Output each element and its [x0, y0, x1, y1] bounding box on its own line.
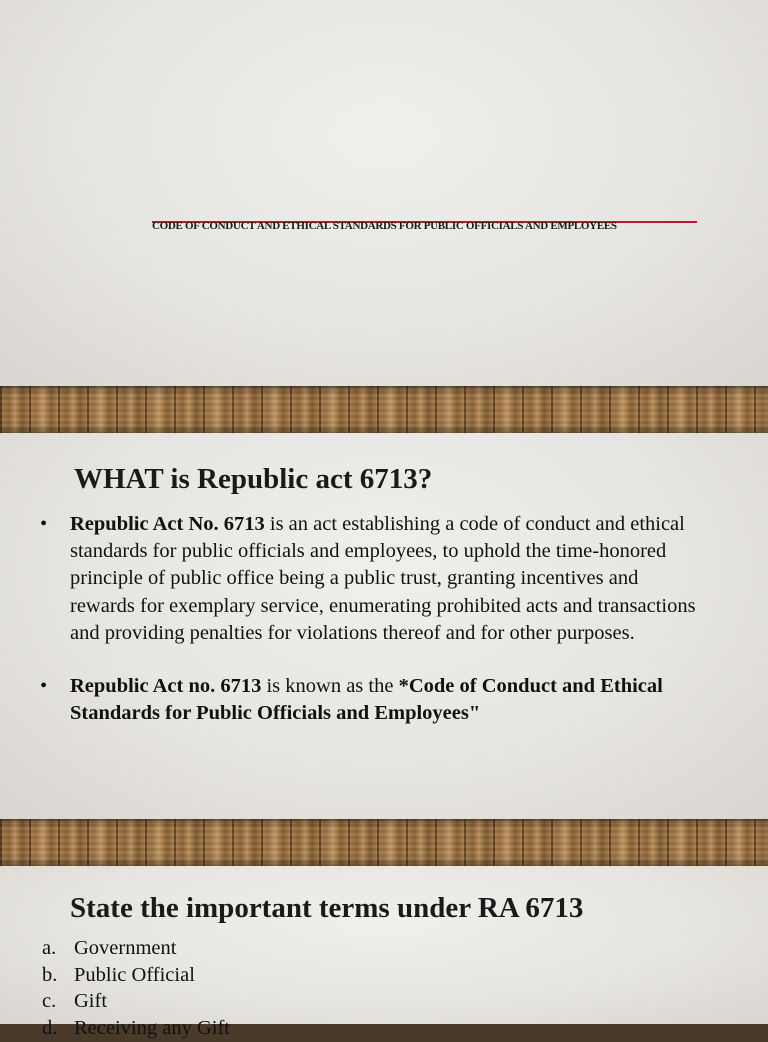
bullet-item — [40, 511, 700, 647]
bullet-item — [40, 673, 700, 727]
slide-heading: State the important terms under RA 6713 — [70, 892, 584, 924]
terms-slide — [0, 866, 768, 1040]
term-letter: b. — [42, 963, 58, 986]
term-letter: c. — [42, 990, 57, 1013]
bullet-list — [40, 511, 700, 727]
terms-list — [42, 935, 230, 1042]
term-letter: a. — [42, 937, 57, 959]
slide-heading: WHAT is Republic act 6713? — [74, 463, 433, 495]
term-label: Receiving any Gift — [74, 1017, 230, 1040]
term-item — [42, 935, 230, 962]
term-label: Public Official — [74, 963, 195, 986]
title-slide — [0, 0, 768, 386]
act-title: *Code of Conduct and Ethical Standards for Public Officials and Employees" — [70, 675, 663, 725]
slide-title: CODE OF CONDUCT AND ETHICAL STANDARDS FOR PUBLIC OFFICIALS AND EMPLOYEES — [152, 220, 617, 232]
wood-floor-divider — [0, 819, 768, 866]
act-name: Republic Act no. 6713 — [70, 675, 262, 698]
bullet-text: is an act establishing a code of conduct and ethical standards for public officials and employees, to uphold the time-honored principle of public office being a public trust, granting incentives and rewards for exemplary service, enumerating prohibited acts and transactions and providing penalties for violations thereof and for other purposes. — [70, 513, 696, 644]
term-label: Government — [74, 937, 177, 959]
term-item — [42, 988, 230, 1015]
bullet-icon: • — [40, 513, 48, 535]
term-item — [42, 1015, 230, 1042]
bullet-text: is known as the — [261, 675, 399, 698]
definition-slide — [0, 433, 768, 819]
bullet-icon: • — [40, 675, 48, 698]
term-item — [42, 962, 230, 989]
term-label: Gift — [74, 990, 108, 1013]
term-letter: d. — [42, 1017, 58, 1040]
wood-floor-divider — [0, 386, 768, 433]
act-name: Republic Act No. 6713 — [70, 513, 265, 535]
